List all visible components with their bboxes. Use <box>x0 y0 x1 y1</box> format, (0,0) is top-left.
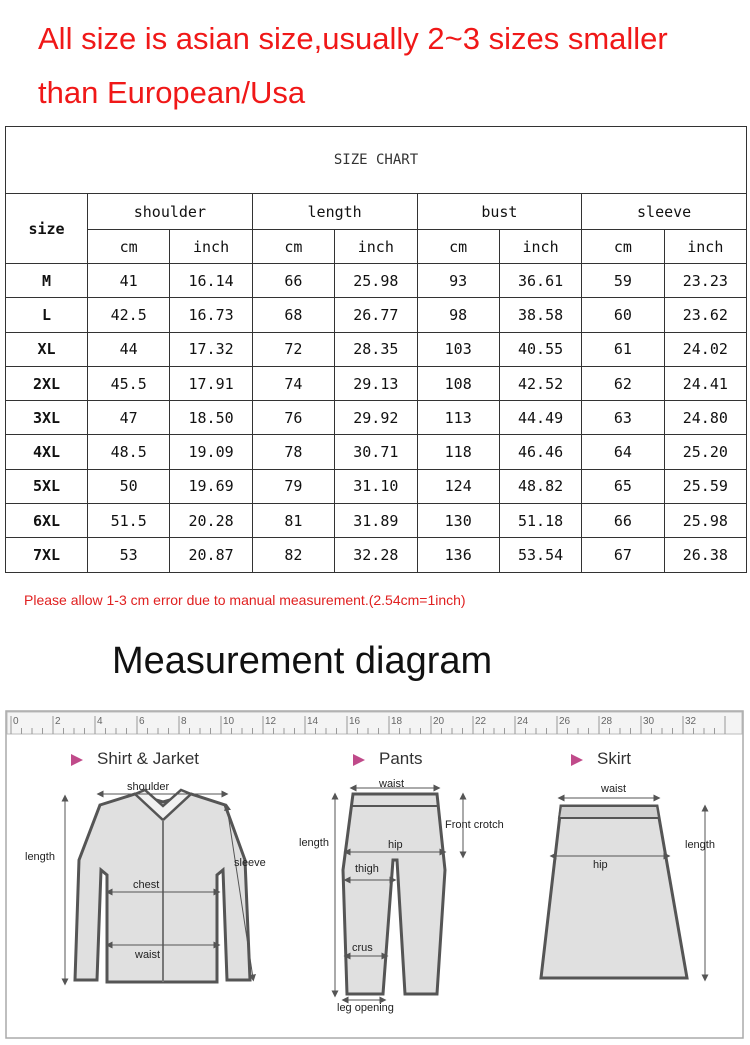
measurement-cell: 18.50 <box>170 401 252 435</box>
ruler-tick-label: 20 <box>433 716 445 727</box>
measurement-cell: 23.23 <box>664 264 746 298</box>
measurement-cell: 66 <box>582 504 664 538</box>
measurement-cell: 17.32 <box>170 332 252 366</box>
ruler-tick-label: 10 <box>223 716 235 727</box>
measurement-cell: 60 <box>582 298 664 332</box>
pants-length-label: length <box>299 837 329 849</box>
measurement-cell: 47 <box>88 401 170 435</box>
measurement-cell: 130 <box>417 504 499 538</box>
measurement-cell: 64 <box>582 435 664 469</box>
measurement-cell: 51.5 <box>88 504 170 538</box>
notice-line-2: than European/Usa <box>38 75 306 110</box>
pants-leg-opening-label: leg opening <box>337 1002 394 1014</box>
measurement-cell: 79 <box>252 469 334 503</box>
pants-waist-label: waist <box>379 778 405 790</box>
measurement-cell: 53 <box>88 538 170 572</box>
ruler-tick-label: 2 <box>55 716 61 727</box>
measurement-cell: 72 <box>252 332 334 366</box>
unit-header: inch <box>335 230 417 264</box>
ruler-tick-label: 30 <box>643 716 655 727</box>
ruler-tick-label: 18 <box>391 716 403 727</box>
measurement-cell: 78 <box>252 435 334 469</box>
measurement-cell: 103 <box>417 332 499 366</box>
unit-header: inch <box>170 230 252 264</box>
shirt-length-label: length <box>25 851 55 863</box>
unit-header: cm <box>88 230 170 264</box>
asian-size-notice <box>38 12 738 120</box>
measurement-cell: 42.5 <box>88 298 170 332</box>
sleeve-header: sleeve <box>582 194 747 230</box>
size-cell: 3XL <box>6 401 88 435</box>
ruler-tick-label: 24 <box>517 716 529 727</box>
measurement-cell: 16.14 <box>170 264 252 298</box>
shirt-sleeve-label: sleeve <box>234 857 266 869</box>
ruler-tick-label: 8 <box>181 716 187 727</box>
measurement-cell: 44.49 <box>499 401 581 435</box>
length-header: length <box>252 194 417 230</box>
ruler-tick-label: 6 <box>139 716 145 727</box>
size-row <box>6 538 747 572</box>
measurement-cell: 93 <box>417 264 499 298</box>
measurement-cell: 98 <box>417 298 499 332</box>
skirt-length-label: length <box>685 839 715 851</box>
ruler-tick-label: 0 <box>13 716 19 727</box>
measurement-cell: 82 <box>252 538 334 572</box>
ruler <box>7 712 742 734</box>
measurement-cell: 68 <box>252 298 334 332</box>
shirt-title: Shirt & Jarket <box>97 749 200 768</box>
unit-header: cm <box>582 230 664 264</box>
size-row <box>6 469 747 503</box>
size-cell: 5XL <box>6 469 88 503</box>
measurement-cell: 66 <box>252 264 334 298</box>
size-chart-title-row <box>6 127 747 194</box>
size-cell: XL <box>6 332 88 366</box>
measurement-cell: 48.5 <box>88 435 170 469</box>
shirt-waist-label: waist <box>135 949 161 961</box>
measurement-cell: 53.54 <box>499 538 581 572</box>
measurement-cell: 41 <box>88 264 170 298</box>
size-row <box>6 264 747 298</box>
measurement-cell: 38.58 <box>499 298 581 332</box>
measurement-error-note: Please allow 1-3 cm error due to manual measurement.(2.54cm=1inch) <box>24 592 466 608</box>
skirt-waist-label: waist <box>601 783 627 795</box>
bust-header: bust <box>417 194 582 230</box>
shoulder-header: shoulder <box>88 194 253 230</box>
size-row <box>6 298 747 332</box>
measurement-cell: 76 <box>252 401 334 435</box>
measurement-cell: 28.35 <box>335 332 417 366</box>
ruler-tick-label: 28 <box>601 716 613 727</box>
measurement-cell: 24.80 <box>664 401 746 435</box>
ruler-tick-label: 16 <box>349 716 361 727</box>
measurement-cell: 45.5 <box>88 366 170 400</box>
measurement-cell: 23.62 <box>664 298 746 332</box>
measurement-cell: 118 <box>417 435 499 469</box>
measurement-cell: 63 <box>582 401 664 435</box>
measurement-cell: 19.69 <box>170 469 252 503</box>
diagram-svg <box>5 710 745 1040</box>
measurement-cell: 40.55 <box>499 332 581 366</box>
measurement-cell: 17.91 <box>170 366 252 400</box>
measurement-cell: 20.87 <box>170 538 252 572</box>
measurement-cell: 42.52 <box>499 366 581 400</box>
size-row <box>6 332 747 366</box>
measurement-cell: 74 <box>252 366 334 400</box>
size-column-header: size <box>6 194 88 264</box>
measurement-cell: 26.77 <box>335 298 417 332</box>
skirt-hip-label: hip <box>593 859 608 871</box>
unit-header: inch <box>499 230 581 264</box>
unit-header: inch <box>664 230 746 264</box>
measurement-cell: 108 <box>417 366 499 400</box>
measurement-cell: 46.46 <box>499 435 581 469</box>
shirt-chest-label: chest <box>133 879 160 891</box>
pants-front-crotch-label: Front crotch <box>445 819 504 831</box>
skirt-title: Skirt <box>597 749 631 768</box>
size-cell: 7XL <box>6 538 88 572</box>
size-chart-title: SIZE CHART <box>6 127 747 194</box>
measurement-cell: 124 <box>417 469 499 503</box>
measurement-cell: 24.41 <box>664 366 746 400</box>
measurement-cell: 25.59 <box>664 469 746 503</box>
size-cell: 4XL <box>6 435 88 469</box>
ruler-tick-label: 4 <box>97 716 103 727</box>
measurement-cell: 48.82 <box>499 469 581 503</box>
size-cell: M <box>6 264 88 298</box>
measurement-cell: 25.20 <box>664 435 746 469</box>
size-chart-table <box>5 126 747 573</box>
measurement-cell: 136 <box>417 538 499 572</box>
pants-hip-label: hip <box>388 839 403 851</box>
measurement-cell: 62 <box>582 366 664 400</box>
measurement-cell: 32.28 <box>335 538 417 572</box>
measurement-cell: 16.73 <box>170 298 252 332</box>
size-cell: 6XL <box>6 504 88 538</box>
measurement-cell: 65 <box>582 469 664 503</box>
size-cell: L <box>6 298 88 332</box>
pants-title: Pants <box>379 749 423 768</box>
pants-crus-label: crus <box>352 942 373 954</box>
measurement-cell: 51.18 <box>499 504 581 538</box>
measurement-cell: 61 <box>582 332 664 366</box>
unit-row <box>6 230 747 264</box>
measurement-cell: 50 <box>88 469 170 503</box>
shirt-shoulder-label: shoulder <box>127 781 170 793</box>
measurement-cell: 31.89 <box>335 504 417 538</box>
measurement-cell: 20.28 <box>170 504 252 538</box>
unit-header: cm <box>417 230 499 264</box>
measurement-cell: 44 <box>88 332 170 366</box>
measurement-cell: 81 <box>252 504 334 538</box>
ruler-tick-label: 12 <box>265 716 277 727</box>
measurement-cell: 59 <box>582 264 664 298</box>
measurement-cell: 29.92 <box>335 401 417 435</box>
measurement-cell: 36.61 <box>499 264 581 298</box>
size-row <box>6 401 747 435</box>
measurement-cell: 25.98 <box>664 504 746 538</box>
measurement-cell: 26.38 <box>664 538 746 572</box>
measurement-cell: 19.09 <box>170 435 252 469</box>
measurement-cell: 67 <box>582 538 664 572</box>
ruler-tick-label: 14 <box>307 716 319 727</box>
diagram-title: Measurement diagram <box>112 640 493 682</box>
measurement-cell: 30.71 <box>335 435 417 469</box>
measurement-cell: 113 <box>417 401 499 435</box>
ruler-tick-label: 26 <box>559 716 571 727</box>
measurement-cell: 29.13 <box>335 366 417 400</box>
measurement-cell: 31.10 <box>335 469 417 503</box>
ruler-tick-label: 32 <box>685 716 697 727</box>
notice-line-1: All size is asian size,usually 2~3 sizes smaller <box>38 21 668 56</box>
measure-group-row <box>6 194 747 230</box>
size-row <box>6 504 747 538</box>
pants-thigh-label: thigh <box>355 863 379 875</box>
ruler-tick-label: 22 <box>475 716 487 727</box>
size-row <box>6 435 747 469</box>
measurement-cell: 24.02 <box>664 332 746 366</box>
size-cell: 2XL <box>6 366 88 400</box>
measurement-diagram <box>5 710 745 1040</box>
measurement-cell: 25.98 <box>335 264 417 298</box>
size-row <box>6 366 747 400</box>
unit-header: cm <box>252 230 334 264</box>
